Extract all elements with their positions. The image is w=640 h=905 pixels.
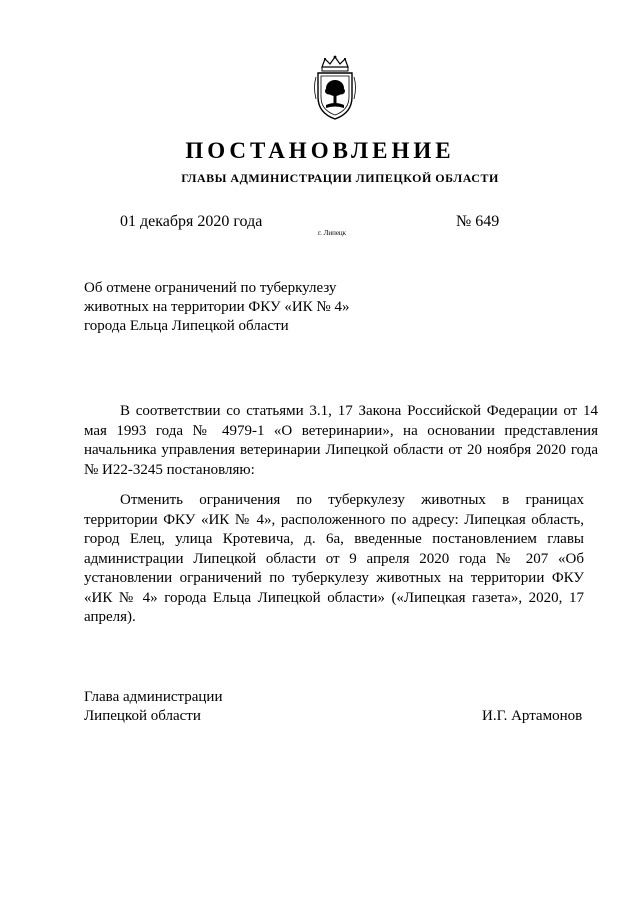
signatory-position <box>84 688 222 726</box>
subject-line: животных на территории ФКУ «ИК № 4» <box>84 299 350 315</box>
document-subject <box>84 279 404 336</box>
coat-of-arms-icon <box>312 55 358 121</box>
body-paragraph: Отменить ограничения по туберкулезу животных в границах территории ФКУ «ИК № 4», расположенного по адресу: Липецкая область, город Елец, улица Кротевича, д. 6а, введенные постановлением главы администрации Липецкой области от 9 апреля 2020 года № 207 «Об установлении ограничений по туберкулезу животных на территории ФКУ «ИК № 4» города Ельца Липецкой области» («Липецкая газета», 2020, 17 апреля). <box>84 492 584 625</box>
body-paragraph: В соответствии со статьями 3.1, 17 Закона Российской Федерации от 14 мая 1993 года № 4979-1 «О ветеринарии», на основании представления начальника управления ветеринарии Липецкой области от 20 ноября 2020 года № И22-3245 постановляю: <box>84 403 598 478</box>
document-title: ПОСТАНОВЛЕНИЕ <box>185 138 455 163</box>
subject-line: Об отмене ограничений по туберкулезу <box>84 280 337 296</box>
signatory-position-line: Липецкой области <box>84 708 201 724</box>
document-date: 01 декабря 2020 года <box>120 213 263 230</box>
subject-line: города Ельца Липецкой области <box>84 318 289 334</box>
signatory-position-line: Глава администрации <box>84 689 223 705</box>
document-subtitle: ГЛАВЫ АДМИНИСТРАЦИИ ЛИПЕЦКОЙ ОБЛАСТИ <box>181 171 499 185</box>
signatory-name: И.Г. Артамонов <box>482 708 583 724</box>
document-city: г. Липецк <box>318 229 347 237</box>
document-number: № 649 <box>456 213 500 230</box>
